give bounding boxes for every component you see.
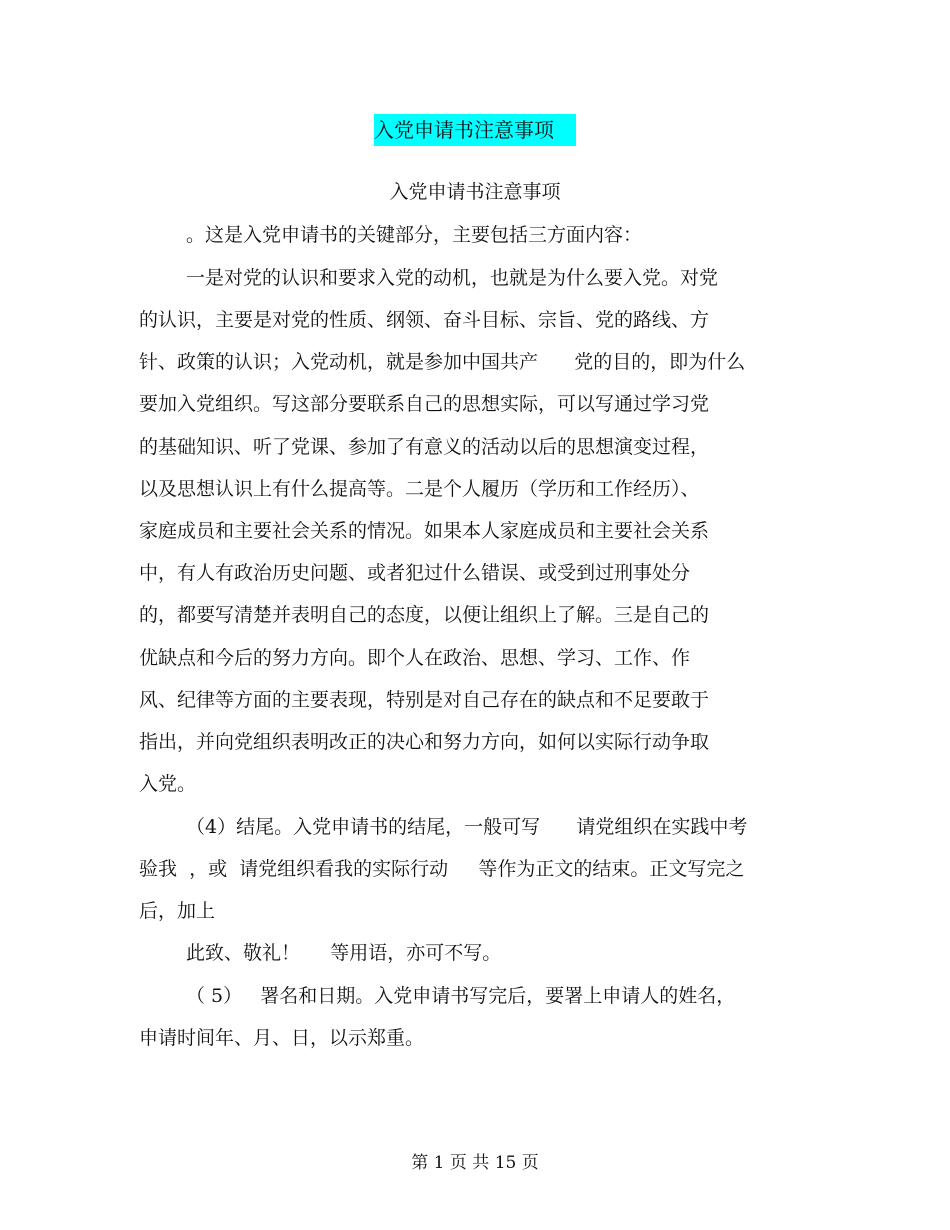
- body-line: 要加入党组织。写这部分要联系自己的思想实际，可以写通过学习党: [139, 393, 710, 415]
- body-line: 家庭成员和主要社会关系的情况。如果本人家庭成员和主要社会关系: [139, 520, 710, 542]
- body-line: 的基础知识、听了党课、参加了有意义的活动以后的思想演变过程，: [139, 436, 710, 458]
- body-line: （ 5） 署名和日期。入党申请书写完后，要署上申请人的姓名，: [186, 985, 736, 1007]
- page-title: 入党申请书注意事项: [374, 114, 576, 146]
- body-line: 针、政策的认识；入党动机，就是参加中国共产 党的目的，即为什么: [139, 351, 746, 373]
- body-line: 入党。: [139, 773, 197, 795]
- body-line: 此致、敬礼！ 等用语，亦可不写。: [186, 942, 502, 964]
- page-number-footer: 第 1 页 共 15 页: [411, 1153, 539, 1173]
- body-line: 验我 ，或 请党组织看我的实际行动 等作为正文的结束。正文写完之: [139, 858, 745, 880]
- body-line: 的认识，主要是对党的性质、纲领、奋斗目标、宗旨、党的路线、方: [139, 309, 710, 331]
- body-line: 后，加上: [139, 900, 216, 922]
- title-container: [0, 114, 950, 146]
- body-line: 申请时间年、月、日，以示郑重。: [139, 1027, 425, 1049]
- body-line: 中，有人有政治历史问题、或者犯过什么错误、或受到过刑事处分: [139, 562, 691, 584]
- body-line: 指出，并向党组织表明改正的决心和努力方向，如何以实际行动争取: [139, 731, 710, 753]
- body-line: 的，都要写清楚并表明自己的态度，以便让组织上了解。三是自己的: [139, 604, 710, 626]
- body-line: 以及思想认识上有什么提高等。二是个人履历（学历和工作经历）、: [139, 478, 700, 500]
- document-subtitle: 入党申请书注意事项: [389, 181, 561, 203]
- body-line: 一是对党的认识和要求入党的动机，也就是为什么要入党。对党: [186, 267, 719, 289]
- body-line: 。这是入党申请书的关键部分，主要包括三方面内容：: [186, 224, 643, 246]
- body-line: （4）结尾。入党申请书的结尾，一般可写 请党组织在实践中考: [186, 816, 748, 838]
- body-line: 风、纪律等方面的主要表现，特别是对自己存在的缺点和不足要敢于: [139, 689, 710, 711]
- body-line: 优缺点和今后的努力方向。即个人在政治、思想、学习、工作、作: [139, 647, 691, 669]
